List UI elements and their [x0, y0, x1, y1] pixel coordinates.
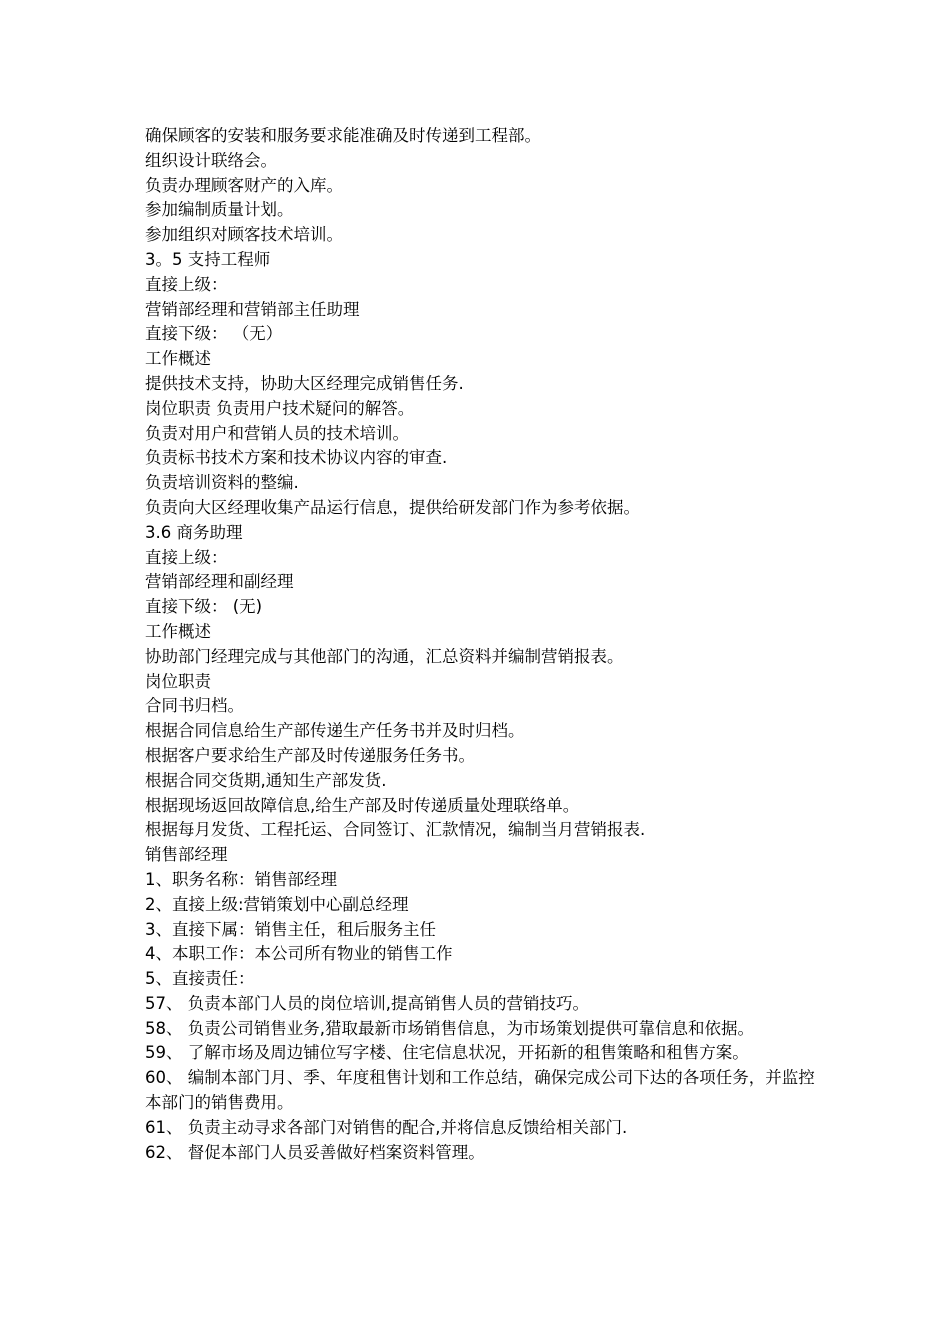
- document-body: [145, 124, 815, 1165]
- text-line: 岗位职责 负责用户技术疑问的解答。: [145, 398, 415, 418]
- text-line: 负责标书技术方案和技术协议内容的审查.: [145, 448, 448, 468]
- text-line: 负责对用户和营销人员的技术培训。: [145, 423, 409, 443]
- text-line: 营销部经理和营销部主任助理: [145, 299, 360, 319]
- text-line: 合同书归档。: [145, 696, 244, 716]
- text-line: 根据合同信息给生产部传递生产任务书并及时归档。: [145, 721, 525, 741]
- text-line: 提供技术支持，协助大区经理完成销售任务.: [145, 373, 464, 393]
- text-line: 负责向大区经理收集产品运行信息，提供给研发部门作为参考依据。: [145, 497, 640, 517]
- text-line: 负责办理顾客财产的入库。: [145, 175, 343, 195]
- text-line: 直接上级：: [145, 547, 228, 567]
- text-line: 57、 负责本部门人员的岗位培训,提高销售人员的营销技巧。: [145, 993, 589, 1013]
- text-line: 根据客户要求给生产部及时传递服务任务书。: [145, 745, 475, 765]
- text-line: 61、 负责主动寻求各部门对销售的配合,并将信息反馈给相关部门.: [145, 1117, 628, 1137]
- text-line: 负责培训资料的整编.: [145, 473, 299, 493]
- text-line: 1、职务名称：销售部经理: [145, 869, 337, 889]
- text-line: 工作概述: [145, 349, 211, 369]
- text-line: 确保顾客的安装和服务要求能准确及时传递到工程部。: [145, 126, 541, 145]
- text-line: 工作概述: [145, 621, 211, 641]
- text-line: 岗位职责: [145, 671, 211, 691]
- text-line: 参加组织对顾客技术培训。: [145, 225, 343, 245]
- text-line: 根据现场返回故障信息,给生产部及时传递质量处理联络单。: [145, 795, 580, 815]
- section-heading: 3。5 支持工程师: [145, 249, 271, 269]
- text-line: 参加编制质量计划。: [145, 200, 294, 220]
- text-line: 根据每月发货、工程托运、合同签订、汇款情况，编制当月营销报表.: [145, 820, 646, 840]
- section-heading: 3.6 商务助理: [145, 522, 243, 542]
- text-line: 4、本职工作：本公司所有物业的销售工作: [145, 944, 453, 964]
- text-paragraph: 58、 负责公司销售业务,猎取最新市场销售信息，为市场策划提供可靠信息和依据。: [145, 1018, 754, 1038]
- text-line: 2、直接上级:营销策划中心副总经理: [145, 894, 409, 914]
- text-line: 5、直接责任：: [145, 969, 255, 989]
- text-line: 3、直接下属：销售主任，租后服务主任: [145, 919, 436, 939]
- text-line: 营销部经理和副经理: [145, 572, 294, 592]
- text-line: 根据合同交货期,通知生产部发货.: [145, 770, 387, 790]
- text-line: 组织设计联络会。: [145, 150, 277, 170]
- text-line: 直接上级：: [145, 274, 228, 294]
- text-line: 62、 督促本部门人员妥善做好档案资料管理。: [145, 1142, 485, 1162]
- text-paragraph: 59、 了解市场及周边铺位写字楼、住宅信息状况，开拓新的租售策略和租售方案。: [145, 1043, 749, 1063]
- text-line: 协助部门经理完成与其他部门的沟通，汇总资料并编制营销报表。: [145, 646, 624, 666]
- text-paragraph: 60、 编制本部门月、季、年度租售计划和工作总结，确保完成公司下达的各项任务，并监控本部门的销售费用。: [145, 1068, 815, 1113]
- text-line: 直接下级： (无): [145, 597, 263, 617]
- text-line: 直接下级： （无）: [145, 324, 283, 344]
- section-heading: 销售部经理: [145, 845, 228, 865]
